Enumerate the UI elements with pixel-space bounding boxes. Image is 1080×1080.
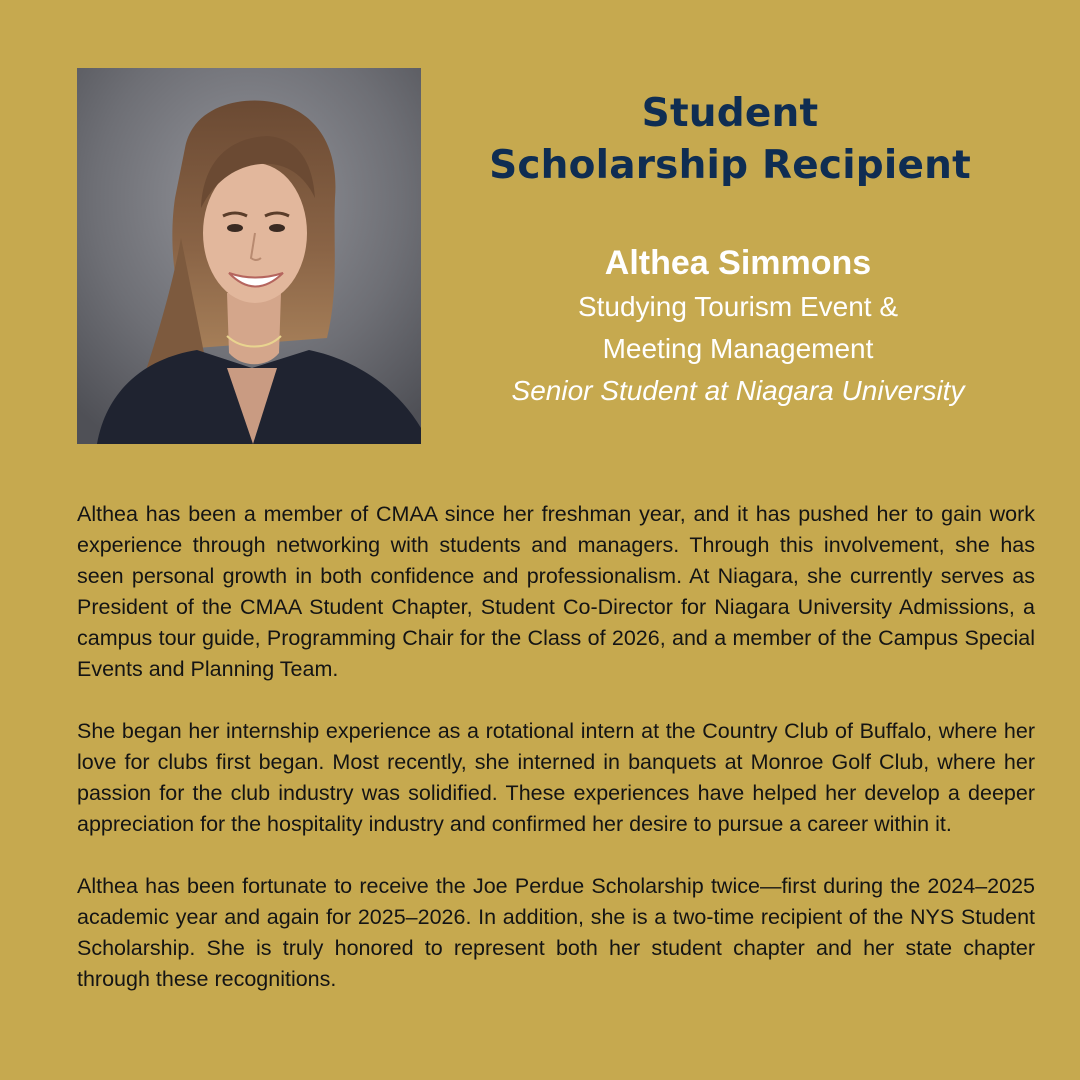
portrait-illustration [77,68,421,444]
bio-paragraph-internships: She began her internship experience as a rotational intern at the Country Club of Buffalo, where her love for clubs first began. Most recently, she interned in banquets at Monroe Golf Club, where her passion for the club industry was solidified. These experiences have helped her develop a deeper appreciation for the hospitality industry and confirmed her desire to pursue a career within it. [77,719,1035,836]
study-program-line-2: Meeting Management [602,333,874,364]
recipient-info [440,240,1036,412]
biography [77,499,1035,995]
page-title [440,88,1020,192]
study-program-line-1: Studying Tourism Event & [577,291,899,322]
student-standing: Senior Student at Niagara University [511,375,965,406]
recipient-portrait-photo [77,68,421,444]
title-line-2: Scholarship Recipient [489,143,971,188]
title-line-1: Student [641,91,819,136]
recipient-name: Althea Simmons [604,244,872,282]
bio-paragraph-scholarships: Althea has been fortunate to receive the Joe Perdue Scholarship twice—first during the 2024–2025 academic year and again for 2025–2026. In addition, she is a two-time recipient of the NYS Student Scholarship. She is truly honored to represent both her student chapter and her state chapter through these recognitions. [77,874,1035,991]
bio-paragraph-membership: Althea has been a member of CMAA since her freshman year, and it has pushed her to gain work experience through networking with students and managers. Through this involvement, she has seen personal growth in both confidence and professionalism. At Niagara, she currently serves as President of the CMAA Student Chapter, Student Co-Director for Niagara University Admissions, a campus tour guide, Programming Chair for the Class of 2026, and a member of the Campus Special Events and Planning Team. [77,502,1035,681]
